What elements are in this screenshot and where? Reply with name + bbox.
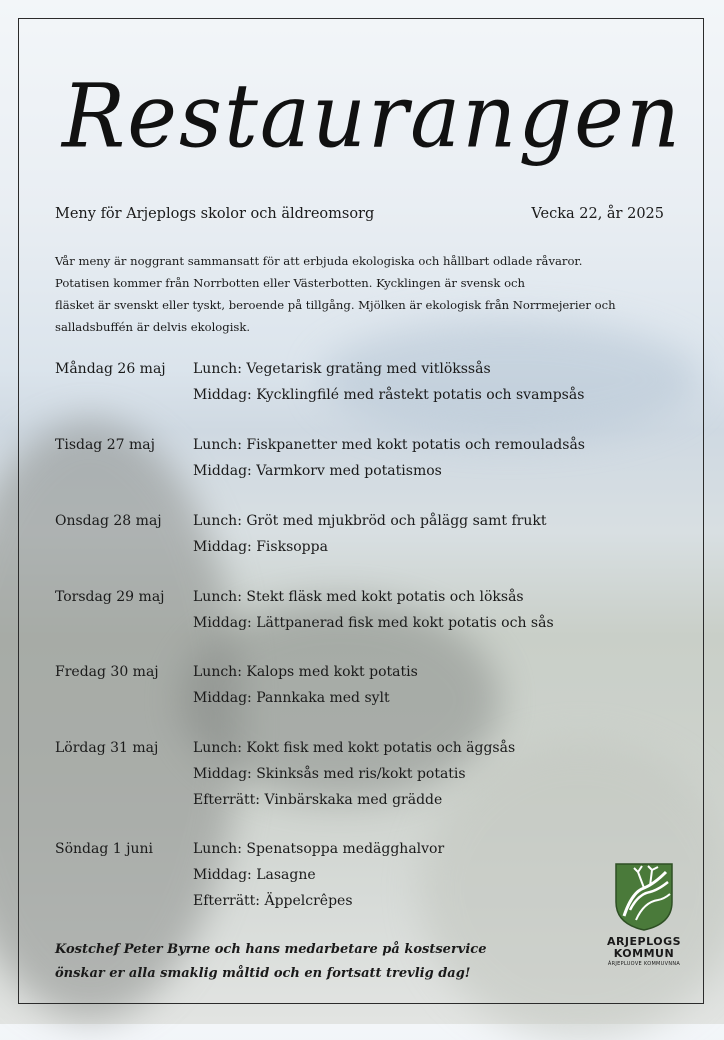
municipality-logo bbox=[604, 862, 684, 967]
day-name: Fredag 30 maj bbox=[55, 664, 159, 680]
meal-item: Lunch: Vegetarisk gratäng med vitlökssås bbox=[193, 361, 491, 377]
intro-line: Vår meny är noggrant sammansatt för att erbjuda ekologiska och hållbart odlade råvaror. bbox=[55, 254, 583, 268]
meal-item: Middag: Fisksoppa bbox=[193, 539, 328, 555]
day-name: Tisdag 27 maj bbox=[55, 437, 155, 453]
meal-item: Middag: Lättpanerad fisk med kokt potatis och sås bbox=[193, 615, 554, 631]
logo-sub: ÁRJEPLUOVE KOMMUVNNA bbox=[607, 961, 681, 967]
intro-line: salladsbuffén är delvis ekologisk. bbox=[55, 320, 251, 334]
meal-item: Middag: Pannkaka med sylt bbox=[193, 690, 390, 706]
meal-item: Efterrätt: Äppelcrêpes bbox=[193, 893, 353, 909]
day-name: Onsdag 28 maj bbox=[55, 513, 162, 529]
day-name: Måndag 26 maj bbox=[55, 361, 166, 377]
intro-line: Potatisen kommer från Norrbotten eller Västerbotten. Kycklingen är svensk och bbox=[55, 276, 526, 290]
day-name: Söndag 1 juni bbox=[55, 841, 153, 857]
week-label: Vecka 22, år 2025 bbox=[531, 206, 664, 222]
logo-name-line2: KOMMUN bbox=[613, 947, 675, 960]
meal-item: Lunch: Fiskpanetter med kokt potatis och remouladsås bbox=[193, 437, 585, 453]
meal-item: Middag: Lasagne bbox=[193, 867, 316, 883]
meal-item: Lunch: Gröt med mjukbröd och pålägg samt frukt bbox=[193, 513, 547, 529]
page-title: Restaurangen bbox=[62, 64, 682, 168]
day-name: Lördag 31 maj bbox=[55, 740, 159, 756]
shield-icon bbox=[614, 862, 674, 932]
meal-item: Middag: Varmkorv med potatismos bbox=[193, 463, 442, 479]
meal-item: Lunch: Spenatsoppa medägghalvor bbox=[193, 841, 445, 857]
intro-text bbox=[55, 250, 675, 338]
closing-greeting bbox=[55, 938, 486, 986]
intro-line: fläsket är svenskt eller tyskt, beroende på tillgång. Mjölken är ekologisk från Norrmejerier och bbox=[55, 298, 616, 312]
day-name: Torsdag 29 maj bbox=[55, 589, 165, 605]
logo-name-line1: ARJEPLOGS bbox=[606, 935, 682, 948]
meal-item: Middag: Skinksås med ris/kokt potatis bbox=[193, 766, 466, 782]
meal-item: Lunch: Kokt fisk med kokt potatis och äggsås bbox=[193, 740, 516, 756]
meal-item: Efterrätt: Vinbärskaka med grädde bbox=[193, 792, 443, 808]
meal-item: Lunch: Kalops med kokt potatis bbox=[193, 664, 418, 680]
greeting-line: Kostchef Peter Byrne och hans medarbetare på kostservice bbox=[55, 942, 487, 957]
meal-item: Lunch: Stekt fläsk med kokt potatis och löksås bbox=[193, 589, 524, 605]
greeting-line: önskar er alla smaklig måltid och en fortsatt trevlig dag! bbox=[55, 966, 471, 981]
menu-subtitle: Meny för Arjeplogs skolor och äldreomsorg bbox=[55, 206, 375, 222]
meal-item: Middag: Kycklingfilé med råstekt potatis och svampsås bbox=[193, 387, 585, 403]
